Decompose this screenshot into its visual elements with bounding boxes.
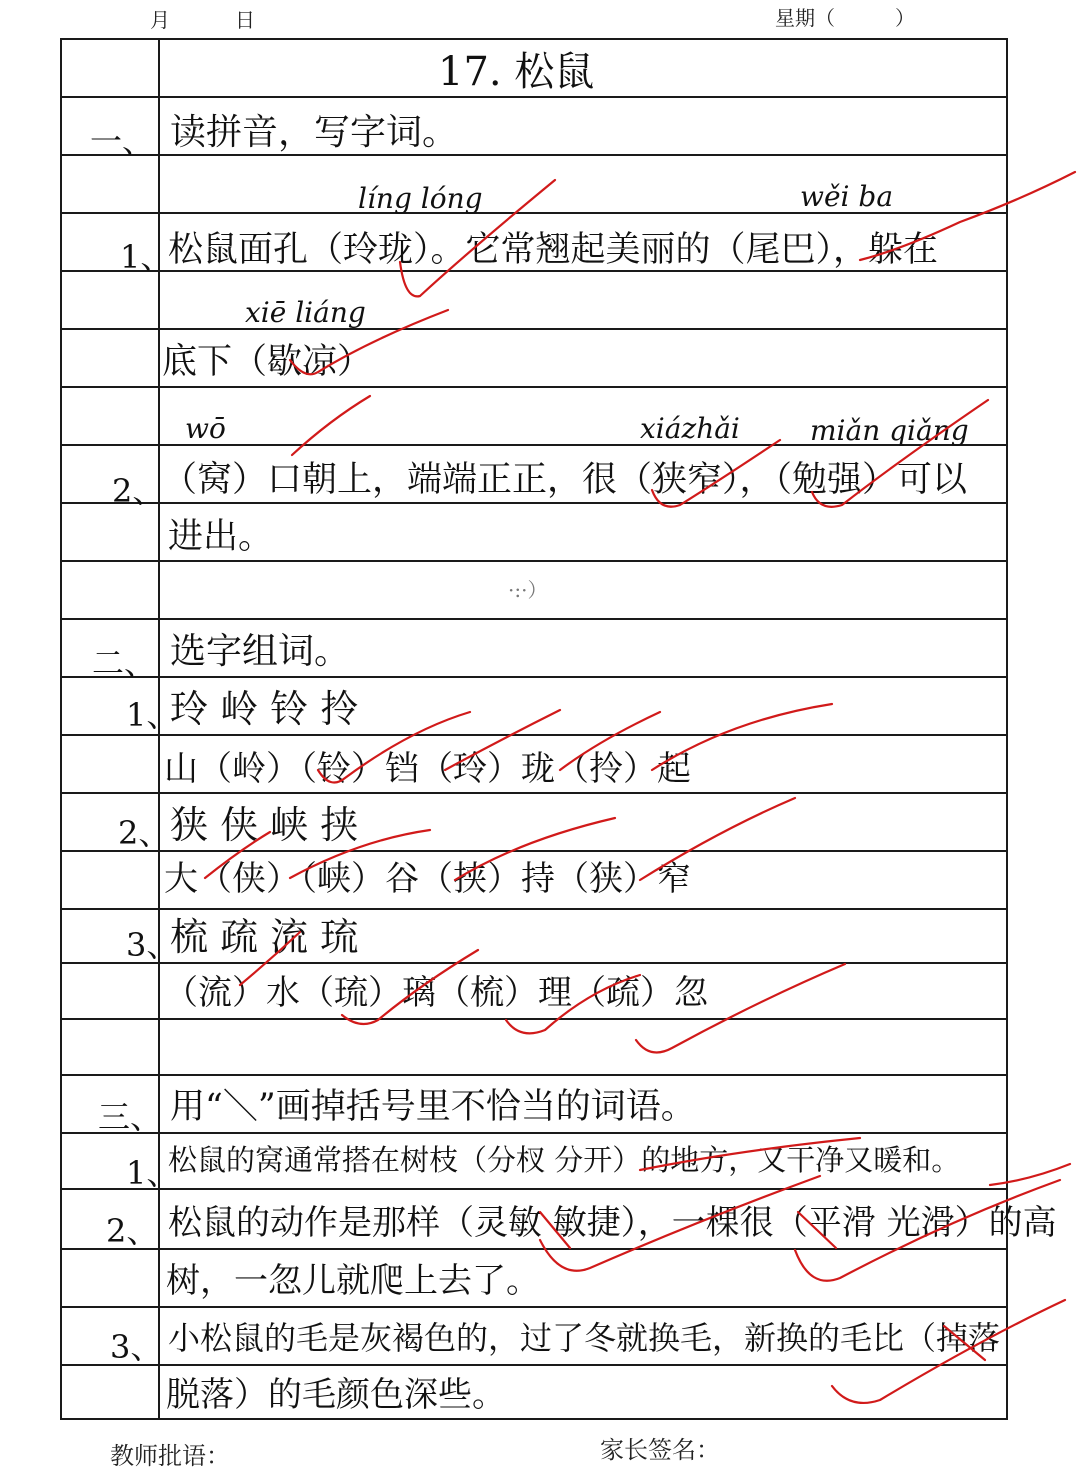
- section2-item1-answer: 山（岭）（铃）铛（玲）珑（拎）起: [164, 749, 691, 789]
- section1-heading: 一、: [90, 122, 155, 160]
- item-number: 1、: [126, 1154, 179, 1192]
- item-number: 1、: [120, 238, 173, 276]
- item-number: 3、: [110, 1328, 163, 1366]
- section2-item2-answer: 大（侠）（峡）谷（挟）持（狭）窄: [164, 859, 691, 899]
- teacher-comment-label: 教师批语：: [110, 1442, 230, 1470]
- parent-signature-label: 家长签名：: [600, 1436, 720, 1464]
- section2-item3-chars: 梳 疏 流 琉: [170, 915, 359, 959]
- pinyin-xiazhai: xiázhǎi: [640, 412, 740, 445]
- month-label: 月: [150, 8, 170, 32]
- section3-item1-line1: 松鼠的窝通常搭在树枝（分杈 分开）的地方，又干净又暖和。: [168, 1143, 961, 1177]
- section2-item2-chars: 狭 侠 峡 挟: [170, 803, 359, 847]
- weekday-label: 星期（ ）: [775, 6, 915, 30]
- pinyin-mianqiang: miǎn qiǎng: [810, 414, 969, 447]
- section2-heading: 二、: [92, 644, 157, 682]
- item-number: 3、: [126, 926, 179, 964]
- section3-item3-line2: 脱落）的毛颜色深些。: [166, 1375, 506, 1415]
- section1-instruction: 读拼音，写字词。: [170, 112, 459, 153]
- stray-marks: ·:·）: [508, 578, 548, 602]
- pinyin-wo: wō: [185, 412, 226, 445]
- item-number: 1、: [126, 696, 179, 734]
- section2-item3-answer: （流）水（琉）璃（梳）理（疏）忽: [164, 973, 708, 1013]
- section3-item2-line2: 树，一忽儿就爬上去了。: [166, 1261, 540, 1301]
- item-number: 2、: [118, 814, 171, 852]
- section1-item2-line2: 进出。: [168, 517, 274, 557]
- page-title: 17. 松鼠: [438, 49, 595, 95]
- item-number: 2、: [112, 472, 165, 510]
- pinyin-weiba: wěi ba: [800, 180, 894, 213]
- item-number: 2、: [106, 1212, 159, 1250]
- section2-instruction: 选字组词。: [170, 631, 351, 672]
- day-label: 日: [235, 8, 255, 32]
- section3-instruction: 用“＼”画掉括号里不恰当的词语。: [170, 1087, 696, 1127]
- section1-item2-line1: （窝）口朝上，端端正正，很（狭窄），（勉强）可以: [162, 460, 968, 500]
- section3-item2-line1: 松鼠的动作是那样（灵敏 敏捷），一棵很（平滑 光滑）的高: [168, 1203, 1057, 1243]
- section3-item3-line1: 小松鼠的毛是灰褐色的，过了冬就换毛，新换的毛比（掉落: [168, 1319, 1001, 1357]
- section1-item1-line2: 底下（歇凉）: [162, 342, 373, 382]
- section3-heading: 三、: [98, 1098, 163, 1136]
- pinyin-xieliang: xiē liáng: [245, 296, 366, 329]
- section1-item1-line1: 松鼠面孔（玲珑）。它常翘起美丽的（尾巴），躲在: [168, 230, 939, 270]
- pinyin-linglong: líng lóng: [358, 182, 483, 215]
- section2-item1-chars: 玲 岭 铃 拎: [170, 687, 359, 731]
